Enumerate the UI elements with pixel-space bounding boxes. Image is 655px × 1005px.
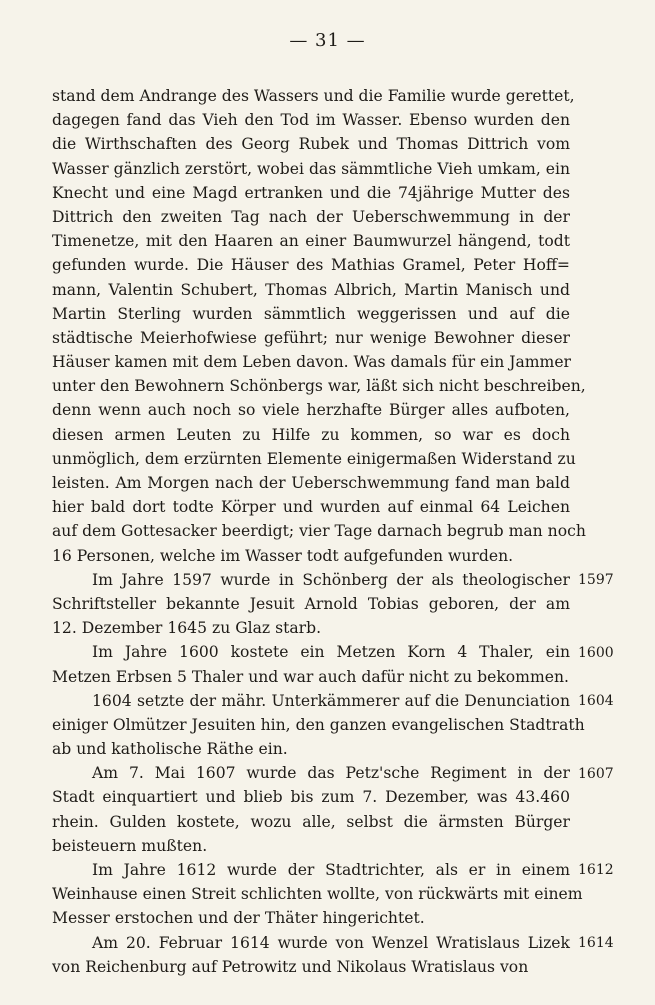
text-line: unmöglich, dem erzürnten Elemente einigermaßen Widerstand zu: [52, 449, 576, 468]
text-line: denn wenn auch noch so viele herzhafte Bürger alles aufboten,: [52, 401, 570, 420]
text-line: Stadt einquartiert und blieb bis zum 7. Dezember, was 43.460: [52, 788, 570, 807]
marginal-year: 1612: [578, 862, 614, 879]
text-line: hier bald dort todte Körper und wurden auf einmal 64 Leichen: [52, 498, 570, 517]
text-line: Martin Sterling wurden sämmtlich weggerissen und auf die: [52, 304, 570, 323]
text-line: Häuser kamen mit dem Leben davon. Was damals für ein Jammer: [52, 353, 572, 372]
text-line: dagegen fand das Vieh den Tod im Wasser. Ebenso wurden den: [52, 111, 570, 130]
text-line: Knecht und eine Magd ertranken und die 74jährige Mutter des: [52, 183, 570, 202]
text-line: Dittrich den zweiten Tag nach der Ueberschwemmung in der: [52, 207, 570, 226]
text-line: die Wirthschaften des Georg Rubek und Thomas Dittrich vom: [52, 135, 570, 154]
text-line: Messer erstochen und der Thäter hingerichtet.: [52, 909, 425, 928]
text-line: Metzen Erbsen 5 Thaler und war auch dafür nicht zu bekommen.: [52, 667, 569, 686]
text-line: Weinhause einen Streit schlichten wollte, von rückwärts mit einem: [52, 885, 583, 904]
text-line: Am 20. Februar 1614 wurde von Wenzel Wratislaus Lizek: [92, 933, 570, 952]
text-line: einiger Olmützer Jesuiten hin, den ganzen evangelischen Stadtrath: [52, 715, 585, 734]
text-line: auf dem Gottesacker beerdigt; vier Tage darnach begrub man noch: [52, 522, 586, 541]
text-line: 1604 setzte der mähr. Unterkämmerer auf die Denunciation: [92, 691, 570, 710]
marginal-year: 1614: [578, 935, 614, 951]
text-line: 12. Dezember 1645 zu Glaz starb.: [52, 619, 322, 638]
page-number: — 31 —: [289, 30, 366, 51]
text-line: Schriftsteller bekannte Jesuit Arnold Tobias geboren, der am: [52, 594, 570, 613]
text-line: Am 7. Mai 1607 wurde das Petz'sche Regiment in der: [92, 764, 570, 783]
text-line: mann, Valentin Schubert, Thomas Albrich, Martin Manisch und: [52, 280, 570, 299]
text-line: städtische Meierhofwiese geführt; nur wenige Bewohner dieser: [52, 328, 570, 347]
marginal-year: 1607: [578, 765, 614, 782]
text-line: Wasser gänzlich zerstört, wobei das sämmtliche Vieh umkam, ein: [52, 159, 570, 178]
text-line: 16 Personen, welche im Wasser todt aufgefunden wurden.: [52, 546, 514, 565]
body-text: [52, 84, 586, 979]
text-line: Im Jahre 1612 wurde der Stadtrichter, als er in einem: [92, 861, 570, 879]
text-line: Timenetze, mit den Haaren an einer Baumwurzel hängend, todt: [52, 232, 570, 251]
text-line: Im Jahre 1600 kostete ein Metzen Korn 4 Thaler, ein: [92, 643, 570, 662]
text-line: leisten. Am Morgen nach der Ueberschwemmung fand man bald: [52, 474, 570, 492]
text-line: unter den Bewohnern Schönbergs war, läßt sich nicht beschreiben,: [52, 377, 586, 396]
text-line: beisteuern mußten.: [52, 836, 208, 855]
text-line: stand dem Andrange des Wassers und die Familie wurde gerettet,: [52, 87, 575, 105]
marginal-year: 1604: [578, 693, 614, 709]
text-line: Im Jahre 1597 wurde in Schönberg der als theologischer: [92, 570, 570, 589]
marginal-year: 1597: [578, 572, 614, 588]
text-line: diesen armen Leuten zu Hilfe zu kommen, so war es doch: [52, 425, 570, 444]
text-line: gefunden wurde. Die Häuser des Mathias Gramel, Peter Hoff=: [52, 256, 570, 275]
text-line: von Reichenburg auf Petrowitz und Nikolaus Wratislaus von: [52, 957, 529, 976]
marginal-year: 1600: [578, 644, 614, 661]
text-line: ab und katholische Räthe ein.: [52, 740, 288, 759]
text-line: rhein. Gulden kostete, wozu alle, selbst die ärmsten Bürger: [52, 812, 570, 831]
